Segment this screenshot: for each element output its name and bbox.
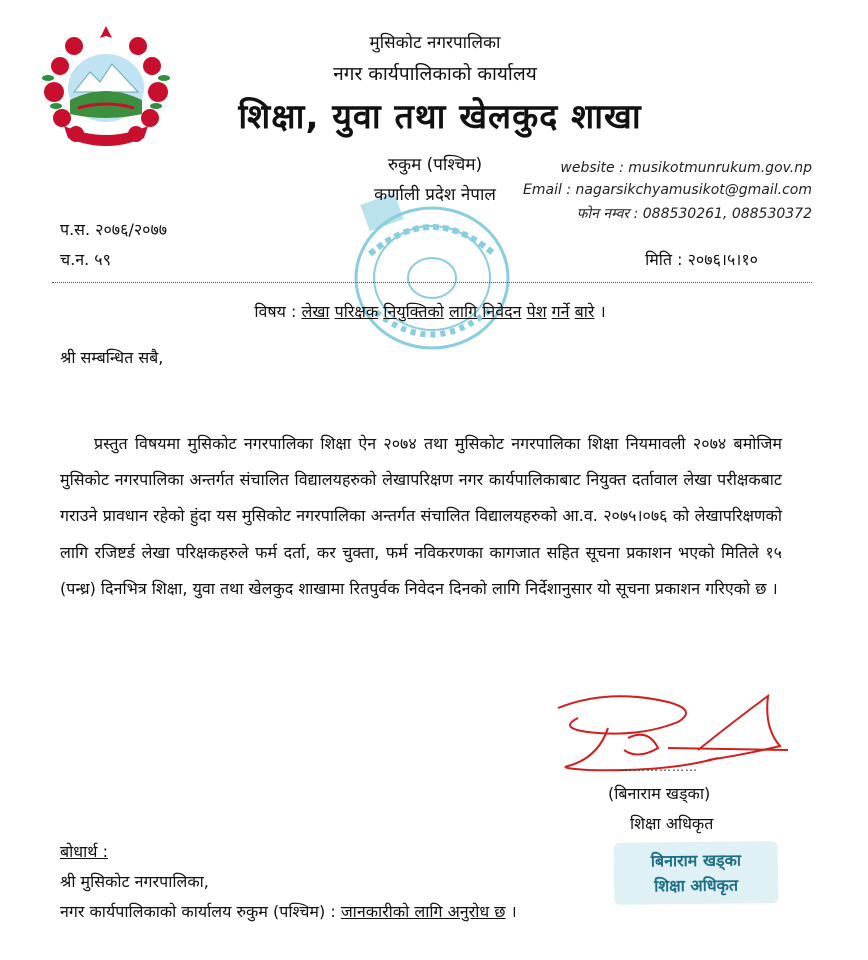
subject-word: गर्ने (551, 302, 570, 321)
salutation: श्री सम्बन्धित सबै, (60, 348, 164, 367)
subject-word: नियुक्तिको (383, 302, 444, 321)
district-name: रुकुम (पश्चिम) (387, 155, 483, 175)
fiscal-year-ref: प.स. २०७६/२०७७ (60, 220, 168, 239)
name-stamp (614, 841, 779, 905)
municipality-name: मुसिकोट नगरपालिका (369, 33, 501, 53)
subject-word: निवेदन (482, 302, 522, 321)
section-title: शिक्षा, युवा तथा खेलकुद शाखा (238, 97, 642, 137)
cc-office-prefix: नगर कार्यपालिकाको कार्यालय रुकुम (पश्चिम) : (60, 902, 336, 921)
subject-word: बारे (574, 302, 595, 321)
subject-line (60, 300, 800, 322)
cc-office-line (60, 900, 517, 922)
office-round-stamp-icon (340, 190, 520, 360)
nepal-emblem-icon (34, 22, 178, 158)
stamp-name: बिनाराम खड्का (650, 850, 742, 871)
cc-recipient-line: श्री मुसिकोट नगरपालिका, (60, 872, 209, 891)
subject-word: लेखा (301, 302, 330, 321)
province-name: कर्णाली प्रदेश नेपाल (374, 185, 496, 205)
cc-heading: बोधार्थ : (60, 842, 108, 861)
subject-end: । (599, 302, 606, 321)
cc-line-end: । (510, 902, 517, 921)
signatory-name: (बिनाराम खड्का) (608, 784, 711, 803)
email-text: Email : nagarsikchyamusikot@gmail.com (523, 182, 812, 198)
cc-request-note: जानकारीको लागि अनुरोध छ (340, 902, 506, 921)
stamp-title: शिक्षा अधिकृत (654, 875, 739, 896)
signatory-title: शिक्षा अधिकृत (630, 814, 714, 833)
subject-word: परिक्षक (334, 302, 379, 321)
subject-word: लागि (448, 302, 478, 321)
signature-dots: ……………… (620, 760, 698, 774)
dispatch-number: च.न. ५९ (60, 250, 111, 269)
subject-label: विषय : (254, 302, 297, 321)
subject-word: पेश (526, 302, 547, 321)
letter-date: मिति : २०७६।५।१० (645, 250, 758, 269)
letter-body: प्रस्तुत विषयमा मुसिकोट नगरपालिका शिक्षा ऐन २०७४ तथा मुसिकोट नगरपालिका शिक्षा नियमावली २०७४ बमोजिम मुसिकोट नगरपालिका अन्तर्गत संचालित विद्यालयहरुको लेखापरिक्षण नगर कार्यपालिकाबाट नियुक्त दर्तावाल लेखा परीक्षकबाट गराउने प्रावधान रहेको हुंदा यस मुसिकोट नगरपालिका अन्तर्गत संचालित विद्यालयहरुको आ.व. २०७५।०७६ को लेखापरिक्षणको लागि रजिष्टर्ड लेखा परिक्षकहरुले फर्म दर्ता, कर चुक्ता, फर्म नविकरणका कागजात सहित सूचना प्रकाशन भएको मितिले १५ (पन्ध्र) दिनभित्र शिक्षा, युवा तथा खेलकुद शाखामा रितपुर्वक निवेदन दिनको लागि निर्देशानुसार यो सूचना प्रकाशन गरिएको छ । (60, 434, 782, 598)
office-name: नगर कार्यपालिकाको कार्यालय (333, 63, 537, 85)
phone-text: फोन नम्वर : 088530261, 088530372 (576, 206, 812, 222)
website-text: website : musikotmunrukum.gov.np (560, 160, 812, 176)
header-divider (52, 282, 812, 283)
